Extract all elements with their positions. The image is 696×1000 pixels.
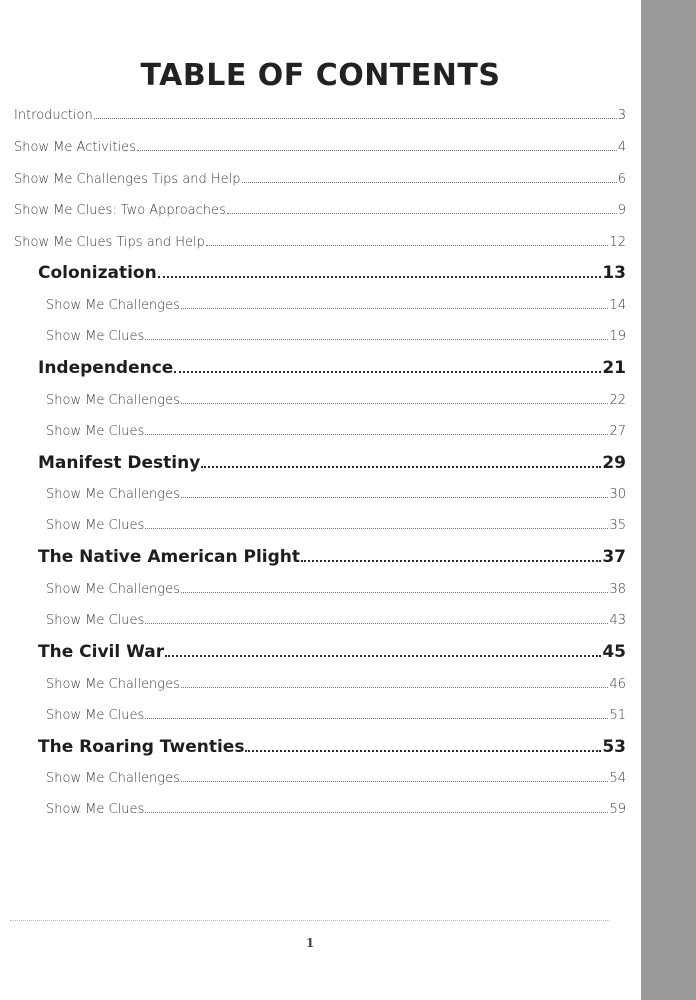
toc-entry-page: 27	[609, 424, 626, 439]
dot-leader	[174, 371, 601, 373]
toc-entry-label: Show Me Clues	[46, 802, 145, 817]
toc-entry-page: 38	[609, 582, 626, 597]
toc-entry-page: 54	[609, 771, 626, 786]
toc-entry-label: Show Me Clues: Two Approaches	[14, 203, 226, 218]
toc-entry-clues[interactable]	[46, 424, 626, 439]
dot-leader	[145, 528, 608, 529]
toc-entry-page: 3	[617, 108, 626, 123]
dot-leader	[181, 403, 609, 404]
dot-leader	[181, 497, 609, 498]
toc-chapter-roaring-twenties[interactable]	[38, 737, 626, 757]
toc-entry-page: 6	[617, 172, 626, 187]
toc-entry-challenges[interactable]	[46, 393, 626, 408]
toc-entry-page: 43	[609, 613, 626, 628]
toc-chapter-page: 37	[602, 547, 626, 567]
dot-leader	[181, 781, 609, 782]
dot-leader	[206, 245, 609, 246]
toc-entry-label: Show Me Challenges	[46, 582, 180, 597]
toc-entry-clues[interactable]	[46, 518, 626, 533]
page-title: TABLE OF CONTENTS	[140, 58, 501, 93]
toc-entry-page: 22	[609, 393, 626, 408]
toc-chapter-label: The Civil War	[38, 642, 165, 662]
toc-entry-label: Show Me Challenges	[46, 393, 180, 408]
toc-chapter-page: 29	[602, 453, 626, 473]
toc-entry-page: 35	[609, 518, 626, 533]
toc-chapter-independence[interactable]	[38, 358, 626, 378]
dot-leader	[227, 213, 617, 214]
dot-leader	[145, 623, 608, 624]
dot-leader	[145, 718, 608, 719]
toc-chapter-colonization[interactable]	[38, 263, 626, 283]
toc-entry-label: Introduction	[14, 108, 93, 123]
toc-entry-challenges[interactable]	[46, 771, 626, 786]
toc-entry-label: Show Me Challenges Tips and Help	[14, 172, 241, 187]
side-tab	[641, 0, 696, 1000]
toc-entry-label: Show Me Challenges	[46, 487, 180, 502]
dot-leader	[245, 750, 601, 752]
dot-leader	[158, 276, 602, 278]
toc-chapter-page: 53	[602, 737, 626, 757]
dot-leader	[94, 118, 617, 119]
toc-chapter-label: Independence	[38, 358, 174, 378]
toc-entry-challenges[interactable]	[46, 487, 626, 502]
footer-divider	[10, 920, 610, 921]
toc-chapter-civil-war[interactable]	[38, 642, 626, 662]
toc-entry-label: Show Me Clues	[46, 518, 145, 533]
toc-entry-clues[interactable]	[46, 802, 626, 817]
dot-leader	[181, 592, 609, 593]
toc-entry-page: 12	[609, 235, 626, 250]
dot-leader	[145, 812, 608, 813]
toc-entry-page: 46	[609, 677, 626, 692]
toc-chapter-label: Manifest Destiny	[38, 453, 201, 473]
toc-entry-label: Show Me Clues	[46, 424, 145, 439]
toc-entry-show-me-activities[interactable]	[14, 140, 626, 155]
dot-leader	[181, 687, 609, 688]
toc-entry-introduction[interactable]	[14, 108, 626, 123]
toc-chapter-label: Colonization	[38, 263, 157, 283]
toc-entry-clues-tips[interactable]	[14, 235, 626, 250]
toc-entry-clues[interactable]	[46, 708, 626, 723]
toc-entry-label: Show Me Activities	[14, 140, 136, 155]
toc-entry-page: 19	[609, 329, 626, 344]
toc-chapter-manifest-destiny[interactable]	[38, 453, 626, 473]
toc-chapter-native-american-plight[interactable]	[38, 547, 626, 567]
toc-entry-clues[interactable]	[46, 329, 626, 344]
toc-entry-label: Show Me Challenges	[46, 298, 180, 313]
dot-leader	[145, 339, 608, 340]
toc-chapter-page: 13	[602, 263, 626, 283]
toc-entry-page: 4	[617, 140, 626, 155]
toc-entry-page: 59	[609, 802, 626, 817]
toc-entry-challenges-tips[interactable]	[14, 172, 626, 187]
dot-leader	[165, 655, 601, 657]
toc-entry-label: Show Me Challenges	[46, 677, 180, 692]
toc-entry-label: Show Me Clues	[46, 329, 145, 344]
toc-entry-clues-two-approaches[interactable]	[14, 203, 626, 218]
toc-entry-challenges[interactable]	[46, 582, 626, 597]
toc-entry-challenges[interactable]	[46, 298, 626, 313]
toc-entry-label: Show Me Clues Tips and Help	[14, 235, 205, 250]
page-number: 1	[305, 936, 315, 950]
toc-entry-page: 30	[609, 487, 626, 502]
dot-leader	[181, 308, 609, 309]
toc-entry-label: Show Me Clues	[46, 613, 145, 628]
toc-entry-page: 51	[609, 708, 626, 723]
dot-leader	[201, 466, 601, 468]
toc-entry-challenges[interactable]	[46, 677, 626, 692]
toc-entry-page: 14	[609, 298, 626, 313]
toc-entry-page: 9	[617, 203, 626, 218]
toc-chapter-page: 21	[602, 358, 626, 378]
toc-entry-clues[interactable]	[46, 613, 626, 628]
dot-leader	[137, 150, 617, 151]
toc-entry-label: Show Me Challenges	[46, 771, 180, 786]
dot-leader	[242, 182, 617, 183]
dot-leader	[301, 560, 601, 562]
dot-leader	[145, 434, 608, 435]
toc-chapter-label: The Roaring Twenties	[38, 737, 245, 757]
toc-chapter-label: The Native American Plight	[38, 547, 301, 567]
toc-chapter-page: 45	[602, 642, 626, 662]
toc-entry-label: Show Me Clues	[46, 708, 145, 723]
